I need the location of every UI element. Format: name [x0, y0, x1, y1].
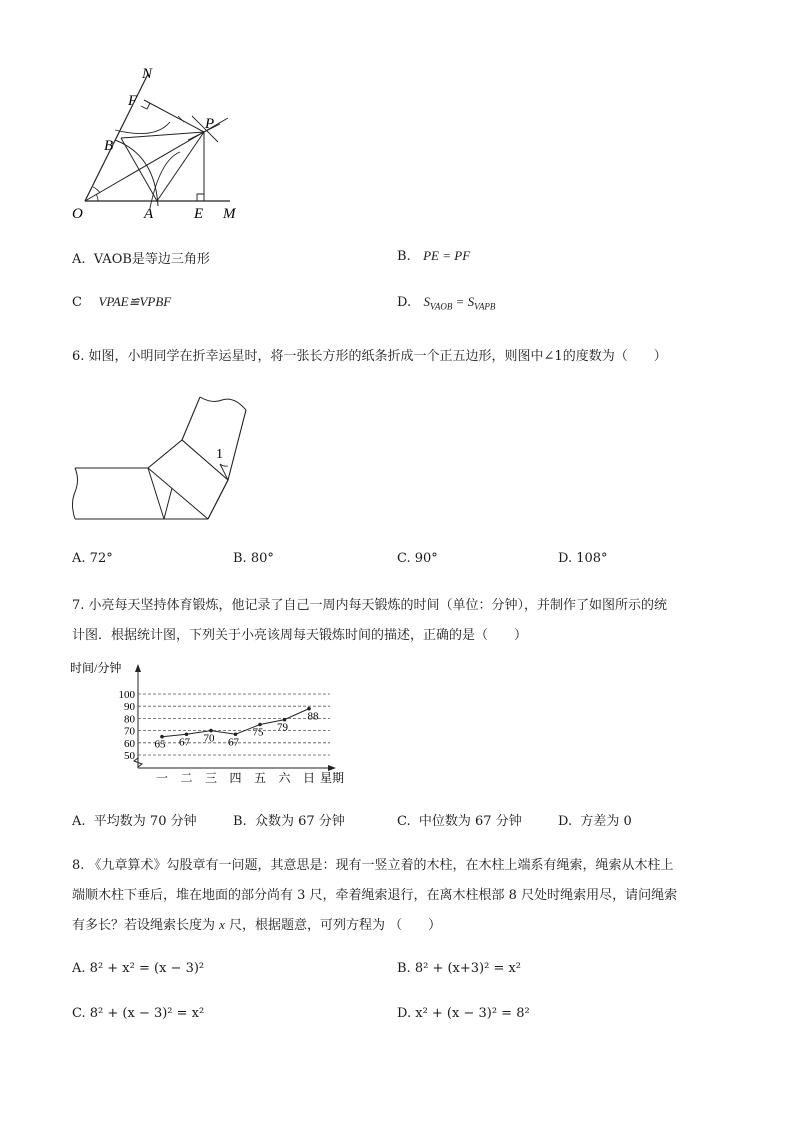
data-label: 67	[228, 736, 239, 749]
q7-option-b: B. 众数为 67 分钟	[233, 814, 345, 829]
q8-stem-line2: 端顺木柱下垂后，堆在地面的部分尚有 3 尺，牵着绳索退行，在离木柱根部 8 尺处时绳索用尽，请问绳索	[72, 888, 678, 903]
label-M: M	[223, 206, 236, 222]
x-tick-label: 一	[155, 771, 169, 785]
q8-stem-line1: 8. 《九章算术》勾股章有一问题，其意思是：现有一竖立着的木柱，在木柱上端系有绳索，绳索从木柱上	[72, 858, 674, 873]
chart-xlabel: 星期	[320, 771, 345, 785]
x-tick-label: 二	[180, 771, 193, 785]
q6-option-d: D. 108°	[558, 551, 608, 566]
data-label: 88	[307, 710, 319, 723]
y-tick-label: 90	[124, 701, 135, 714]
x-tick-label: 日	[302, 771, 316, 785]
label-E: E	[194, 206, 204, 222]
angle-1-label: 1	[216, 447, 223, 462]
x-tick-label: 四	[229, 771, 242, 785]
q8-stem-line3: 有多长？若设绳索长度为 x 尺，根据题意，可列方程为 （ ）	[72, 917, 442, 933]
x-tick-label: 六	[278, 771, 291, 785]
data-label: 65	[154, 738, 166, 751]
q6-option-a: A. 72°	[72, 551, 113, 566]
data-label: 75	[252, 726, 264, 739]
y-axis-arrow	[135, 664, 141, 672]
y-tick-label: 70	[124, 725, 135, 738]
q7-option-d: D. 方差为 0	[558, 814, 632, 829]
y-tick-label: 80	[124, 713, 135, 726]
label-A: A	[144, 206, 154, 222]
data-label: 67	[179, 736, 190, 749]
q8-option-b: B. 8² + (x+3)² = x²	[397, 961, 522, 976]
q5-option-a: A. VAOB是等边三角形	[72, 252, 210, 267]
q6-pentagon-figure	[70, 392, 250, 524]
q8-option-d: D. x² + (x − 3)² = 8²	[397, 1006, 530, 1021]
q7-option-a: A. 平均数为 70 分钟	[72, 814, 197, 829]
q5-option-d: D. $S_{VAOB} = S_{VAPB}$	[397, 294, 496, 312]
q5-option-b: B. PE = PF	[397, 248, 471, 264]
label-O: O	[72, 206, 83, 222]
y-tick-label: 100	[118, 689, 135, 701]
q5-option-c: C VPAE≌VPBF	[72, 294, 172, 310]
chart-ylabel: 时间/分钟	[70, 661, 122, 675]
q8-option-a: A. 8² + x² = (x − 3)²	[72, 961, 205, 976]
q6-stem: 6. 如图，小明同学在折幸运星时，将一张长方形的纸条折成一个正五边形，则图中∠1的度数为（ ）	[72, 349, 667, 364]
label-N: N	[142, 66, 153, 82]
q7-line-chart	[70, 658, 360, 788]
q7-stem-line2: 计图．根据统计图，下列关于小亮该周每天锻炼时间的描述，正确的是（ ）	[72, 628, 528, 643]
q6-option-b: B. 80°	[233, 551, 274, 566]
label-P: P	[205, 116, 215, 132]
y-tick-label: 60	[124, 737, 135, 750]
x-tick-label: 五	[253, 771, 267, 785]
label-F: F	[128, 93, 138, 109]
q6-option-c: C. 90°	[397, 551, 438, 566]
q7-stem-line1: 7. 小亮每天坚持体育锻炼，他记录了自己一周内每天锻炼的时间（单位：分钟），并制作了如图所示的统	[72, 598, 668, 613]
q5-geometry-figure	[60, 60, 260, 225]
label-B: B	[104, 138, 114, 154]
data-label: 79	[277, 721, 288, 734]
y-tick-label: 50	[124, 750, 135, 762]
q7-option-c: C. 中位数为 67 分钟	[397, 814, 522, 829]
x-tick-label: 三	[204, 771, 218, 785]
data-label: 70	[203, 732, 215, 745]
q8-option-c: C. 8² + (x − 3)² = x²	[72, 1006, 205, 1021]
